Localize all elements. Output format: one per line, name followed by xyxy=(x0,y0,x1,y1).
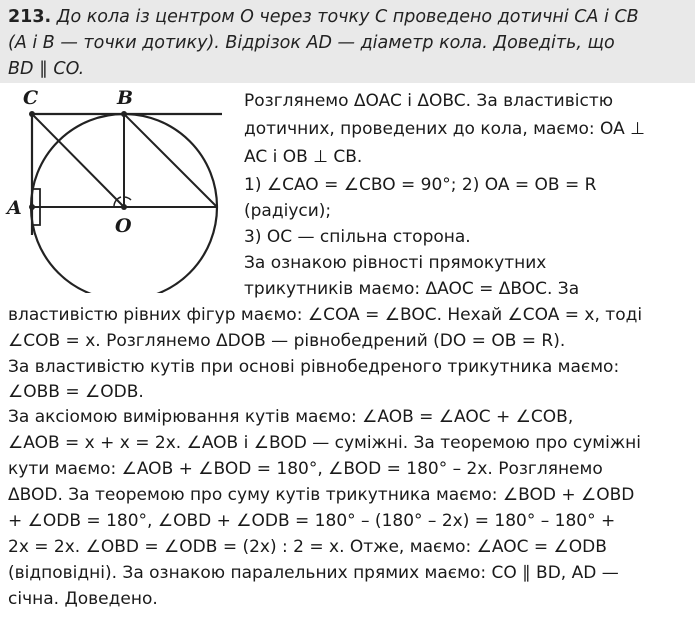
label-b: B xyxy=(117,87,134,109)
label-a: A xyxy=(7,197,22,219)
segment-co xyxy=(32,114,124,207)
solution-line: властивістю рівних фігур маємо: ∠COA = ∠BOC. Нехай ∠COA = x, тоді xyxy=(8,305,643,325)
label-c: C xyxy=(23,87,39,109)
point-b xyxy=(121,111,127,117)
problem-text: До кола із центром O через точку C проведено дотичні CA і CB xyxy=(56,7,639,27)
solution-line: (радіуси); xyxy=(244,201,332,221)
solution-line: дотичних, проведених до кола, маємо: OA ⊥ xyxy=(244,119,645,139)
solution-line: ΔBOD. За теоремою про суму кутів трикутника маємо: ∠BOD + ∠OBD xyxy=(8,485,635,505)
solution-line: Розглянемо ΔOAC і ΔOBC. За властивістю xyxy=(244,91,614,111)
solution-line: AC і OB ⊥ CB. xyxy=(244,147,363,167)
solution-line: За аксіомою вимірювання кутів маємо: ∠AOB = ∠AOC + ∠COB, xyxy=(8,407,574,427)
solution-line: ∠AOB = x + x = 2x. ∠AOB і ∠BOD — суміжні. За теоремою про суміжні xyxy=(8,433,642,453)
problem-line-1 xyxy=(8,4,639,30)
problem-number: 213. xyxy=(8,7,52,27)
solution-line: 3) OC — спільна сторона. xyxy=(244,227,471,247)
solution-line: 2x = 2x. ∠OBD = ∠ODB = (2x) : 2 = x. Отже, маємо: ∠AOC = ∠ODB xyxy=(8,537,607,557)
point-a xyxy=(29,204,35,210)
problem-line-2: (A і B — точки дотику). Відрізок AD — діаметр кола. Доведіть, що xyxy=(8,33,615,53)
solution-line: кути маємо: ∠AOB + ∠BOD = 180°, ∠BOD = 180° – 2x. Розглянемо xyxy=(8,459,603,479)
solution-line: За ознакою рівності прямокутних xyxy=(244,253,547,273)
problem-line-3: BD ∥ CO. xyxy=(8,59,85,79)
solution-line: + ∠ODB = 180°, ∠OBD + ∠ODB = 180° – (180° – 2x) = 180° – 180° + xyxy=(8,511,616,531)
segment-bd xyxy=(124,114,217,207)
problem-statement-box xyxy=(0,0,695,83)
solution-line: ∠OBB = ∠ODB. xyxy=(8,382,144,402)
solution-line: січна. Доведено. xyxy=(8,589,158,609)
solution-line: За властивістю кутів при основі рівнобедреного трикутника маємо: xyxy=(8,357,620,377)
point-o xyxy=(121,204,127,210)
solution-line: 1) ∠CAO = ∠CBO = 90°; 2) OA = OB = R xyxy=(244,175,597,195)
angle-arc-bod xyxy=(124,197,131,200)
solution-line: трикутників маємо: ΔAOC = ΔBOC. За xyxy=(244,279,580,299)
solution-line: ∠COB = x. Розглянемо ΔDOB — рівнобедрений (DO = OB = R). xyxy=(8,331,566,351)
geometry-figure xyxy=(0,83,240,293)
label-o: O xyxy=(115,215,132,237)
point-c xyxy=(29,111,35,117)
solution-line: (відповідні). За ознакою паралельних прямих маємо: CO ∥ BD, AD — xyxy=(8,563,619,583)
